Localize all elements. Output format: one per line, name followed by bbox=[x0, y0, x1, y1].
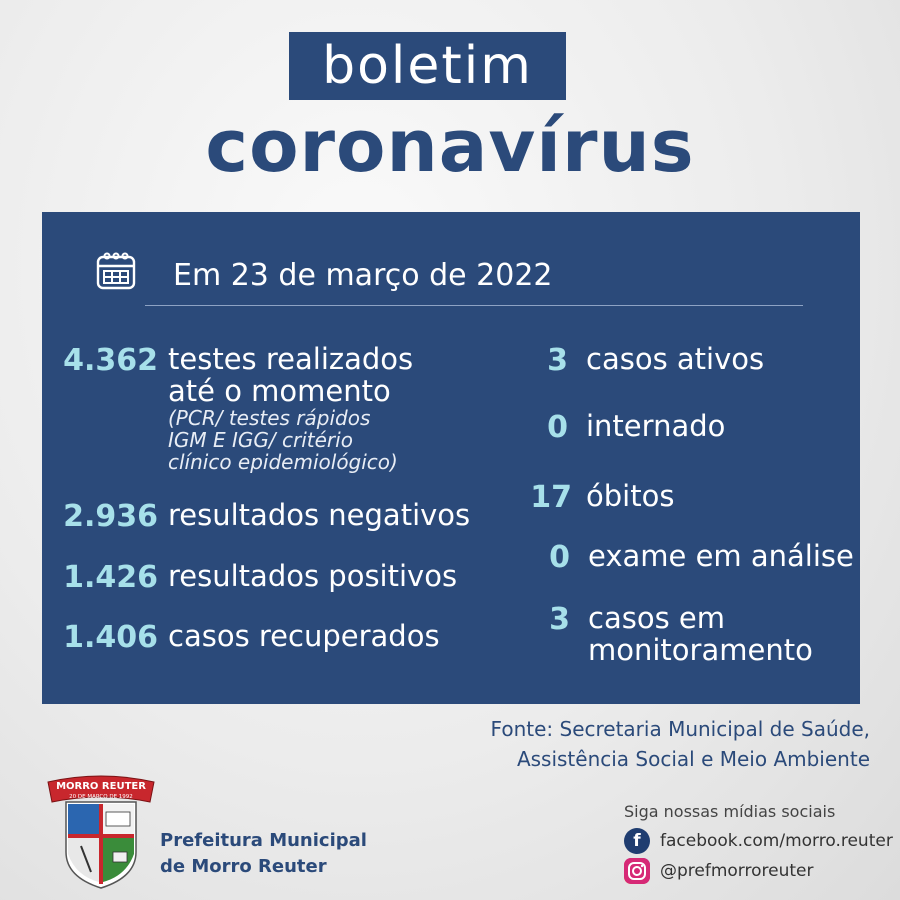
header-title: coronavírus bbox=[205, 104, 695, 188]
stat-active-value: 3 bbox=[547, 343, 568, 378]
instagram-link[interactable] bbox=[624, 858, 813, 884]
source-line2: Assistência Social e Meio Ambiente bbox=[516, 747, 870, 771]
stat-analysis-label: exame em análise bbox=[588, 539, 854, 573]
report-date: Em 23 de março de 2022 bbox=[173, 258, 553, 293]
stat-hospitalized-value: 0 bbox=[547, 410, 568, 445]
date-divider bbox=[145, 305, 803, 306]
stat-deaths-value: 17 bbox=[530, 480, 572, 515]
stat-monitoring-label bbox=[588, 602, 813, 666]
stat-tests-label-line1: testes realizados bbox=[168, 342, 414, 376]
header-label-box bbox=[289, 32, 566, 100]
source-line1: Fonte: Secretaria Municipal de Saúde, bbox=[490, 717, 870, 741]
crest-name: MORRO REUTER bbox=[56, 781, 146, 792]
header-label: boletim bbox=[322, 36, 533, 96]
stat-positive-value: 1.426 bbox=[63, 560, 158, 595]
instagram-handle: @prefmorroreuter bbox=[660, 861, 814, 881]
stat-hospitalized-label: internado bbox=[586, 409, 726, 443]
stat-tests-note-line1: (PCR/ testes rápidos bbox=[168, 406, 371, 430]
source-note bbox=[491, 714, 870, 774]
instagram-icon bbox=[624, 858, 650, 884]
stat-active-label: casos ativos bbox=[586, 342, 765, 376]
stat-tests-value: 4.362 bbox=[63, 343, 158, 378]
facebook-icon: f bbox=[624, 828, 650, 854]
prefeitura-line1: Prefeitura Municipal bbox=[160, 830, 367, 851]
calendar-icon bbox=[96, 251, 136, 291]
crest-date: 20 DE MARÇO DE 1992 bbox=[69, 794, 133, 800]
stat-tests-label-line2: até o momento bbox=[168, 374, 391, 408]
stat-tests-label bbox=[168, 343, 413, 473]
social-title: Siga nossas mídias sociais bbox=[624, 802, 836, 821]
stat-positive-label: resultados positivos bbox=[168, 559, 458, 593]
stat-tests-note-line2: IGM E IGG/ critério bbox=[168, 428, 353, 452]
facebook-handle: facebook.com/morro.reuter bbox=[660, 831, 893, 851]
stat-tests-note-line3: clínico epidemiológico) bbox=[168, 450, 398, 474]
facebook-link[interactable] bbox=[624, 828, 893, 854]
stat-deaths-label: óbitos bbox=[586, 479, 675, 513]
stat-negative-value: 2.936 bbox=[63, 499, 158, 534]
prefeitura-line2: de Morro Reuter bbox=[160, 856, 327, 877]
stat-monitoring-label-line2: monitoramento bbox=[588, 633, 813, 667]
prefeitura-name bbox=[160, 828, 367, 880]
municipal-crest-logo bbox=[46, 772, 156, 890]
stat-monitoring-label-line1: casos em bbox=[588, 601, 725, 635]
stat-recovered-value: 1.406 bbox=[63, 620, 158, 655]
stat-analysis-value: 0 bbox=[549, 540, 570, 575]
stat-negative-label: resultados negativos bbox=[168, 498, 471, 532]
stat-recovered-label: casos recuperados bbox=[168, 619, 440, 653]
stat-monitoring-value: 3 bbox=[549, 602, 570, 637]
